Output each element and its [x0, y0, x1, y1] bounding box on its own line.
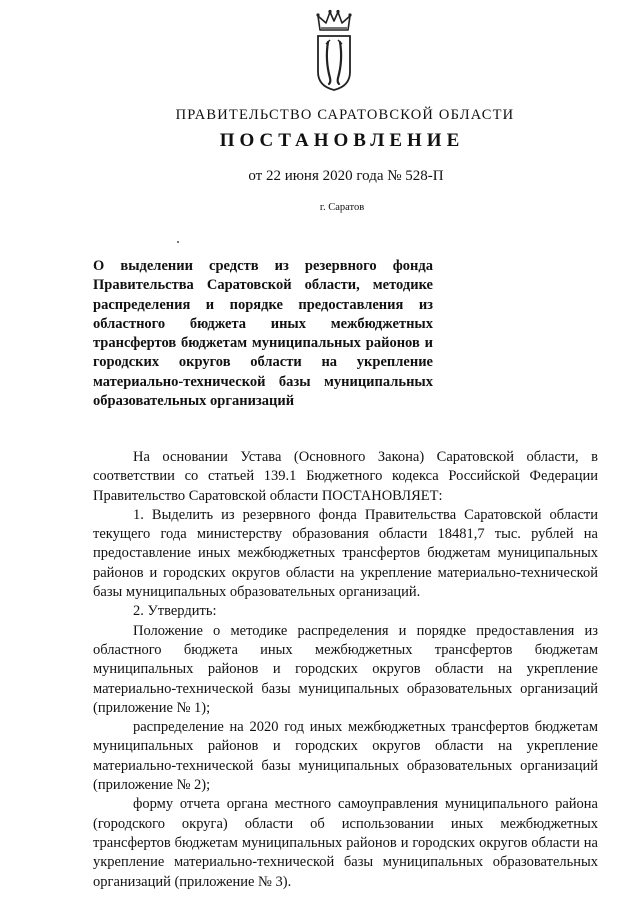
document-title: О выделении средств из резервного фонда Правительства Саратовской области, методике распределения и порядке предоставления из областного бюджета иных межбюджетных трансфертов бюджетам муниципальных районов и городских округов области на укрепление материально-технической базы муниципальных образовательных организаций	[93, 258, 433, 410]
document-type: ПОСТАНОВЛЕНИЕ	[219, 130, 465, 151]
preamble-paragraph: На основании Устава (Основного Закона) Саратовской области, в соответствии со статьей 139.1 Бюджетного кодекса Российской Федерации Правительство Саратовской области ПОСТАНОВЛЯЕТ:	[93, 449, 598, 504]
coat-of-arms-emblem	[312, 8, 356, 92]
document-city: г. Саратов	[319, 202, 365, 213]
document-date-number: от 22 июня 2020 года № 528-П	[248, 168, 444, 184]
item-2b-paragraph: распределение на 2020 год иных межбюджетных трансфертов бюджетам муниципальных районов и городских округов области на укрепление материально-технической базы муниципальных образовательных организаций (приложение № 2);	[93, 719, 598, 794]
item-2a-paragraph: Положение о методике распределения и порядке предоставления из областного бюджета иных межбюджетных трансфертов бюджетам муниципальных районов и городских округов области на укрепление материально-технической базы муниципальных образовательных организаций (приложение № 1);	[93, 622, 598, 716]
item-2c-paragraph: форму отчета органа местного самоуправления муниципального района (городского округа) области об использовании иных межбюджетных трансфертов бюджетам муниципальных районов и городских округов области на укрепление материально-технической базы муниципальных образовательных организаций (приложение № 3).	[93, 796, 598, 890]
scan-speck	[177, 241, 179, 243]
government-name: ПРАВИТЕЛЬСТВО САРАТОВСКОЙ ОБЛАСТИ	[175, 107, 515, 123]
item-2-paragraph: 2. Утвердить:	[133, 603, 217, 620]
document-body	[93, 448, 598, 892]
item-1-paragraph: 1. Выделить из резервного фонда Правительства Саратовской области текущего года министерству образования области 18481,7 тыс. рублей на предоставление иных межбюджетных трансфертов бюджетам муниципальных районов и городских округов области на укрепление материально-технической базы муниципальных образовательных организаций.	[93, 506, 598, 601]
